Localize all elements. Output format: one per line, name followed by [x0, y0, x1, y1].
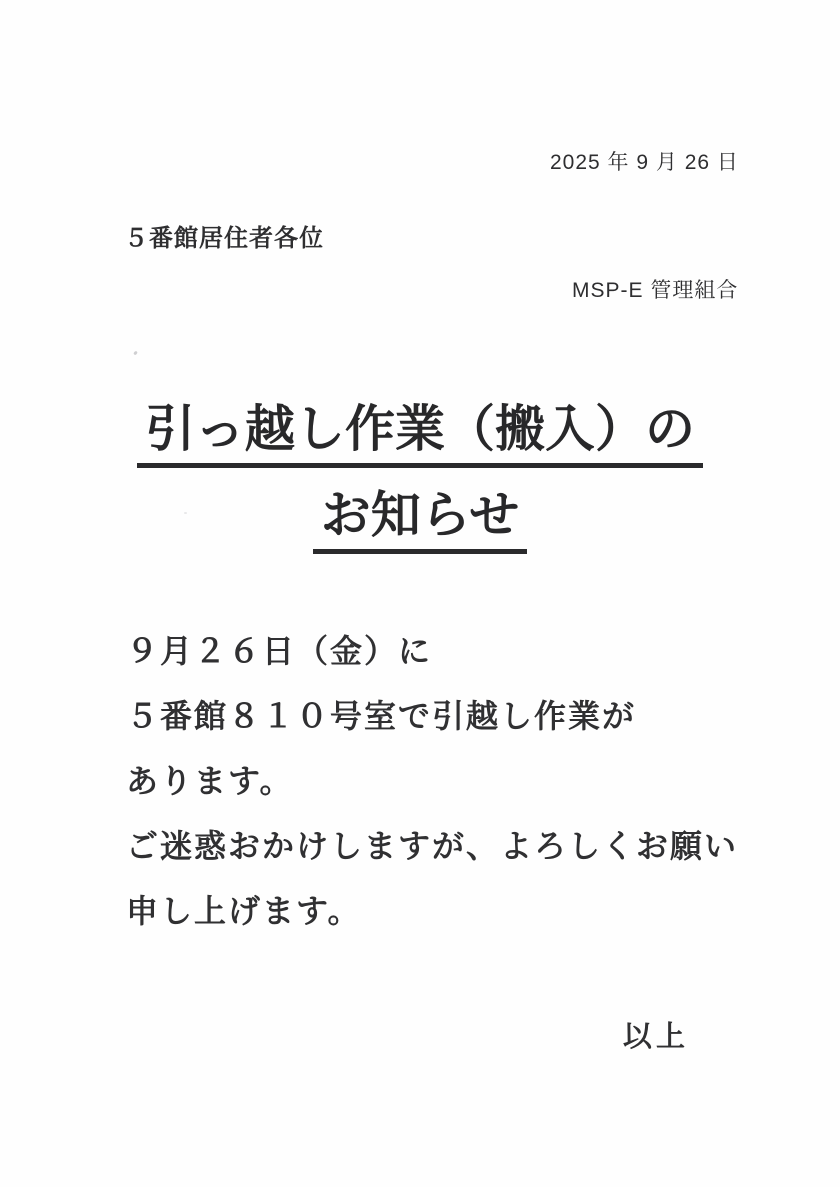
body-line-moushiagemasu: 申し上げます。 — [126, 893, 362, 929]
scan-artifact-speck — [133, 351, 138, 356]
title-line-2-wrap — [0, 487, 840, 554]
body-line-date: ９月２６日（金）に — [126, 633, 433, 669]
body-line-arimasu: あります。 — [126, 763, 294, 799]
title-line-1: 引っ越し作業（搬入）の — [137, 404, 703, 468]
body-line-apology: ご迷惑おかけしますが、よろしくお願い — [126, 828, 739, 864]
document-title — [0, 401, 840, 554]
scan-artifact-speck — [184, 512, 187, 514]
sender-line: MSP-E 管理組合 — [572, 279, 739, 302]
title-line-2: お知らせ — [313, 490, 528, 554]
recipient-line: ５番館居住者各位 — [124, 225, 324, 252]
title-line-1-wrap — [0, 401, 840, 468]
document-body — [126, 619, 738, 944]
document-date: 2025 年 9 月 26 日 — [550, 151, 739, 174]
closing-ijou: 以上 — [623, 1021, 690, 1053]
body-line-location: ５番館８１０号室で引越し作業が — [126, 698, 637, 734]
